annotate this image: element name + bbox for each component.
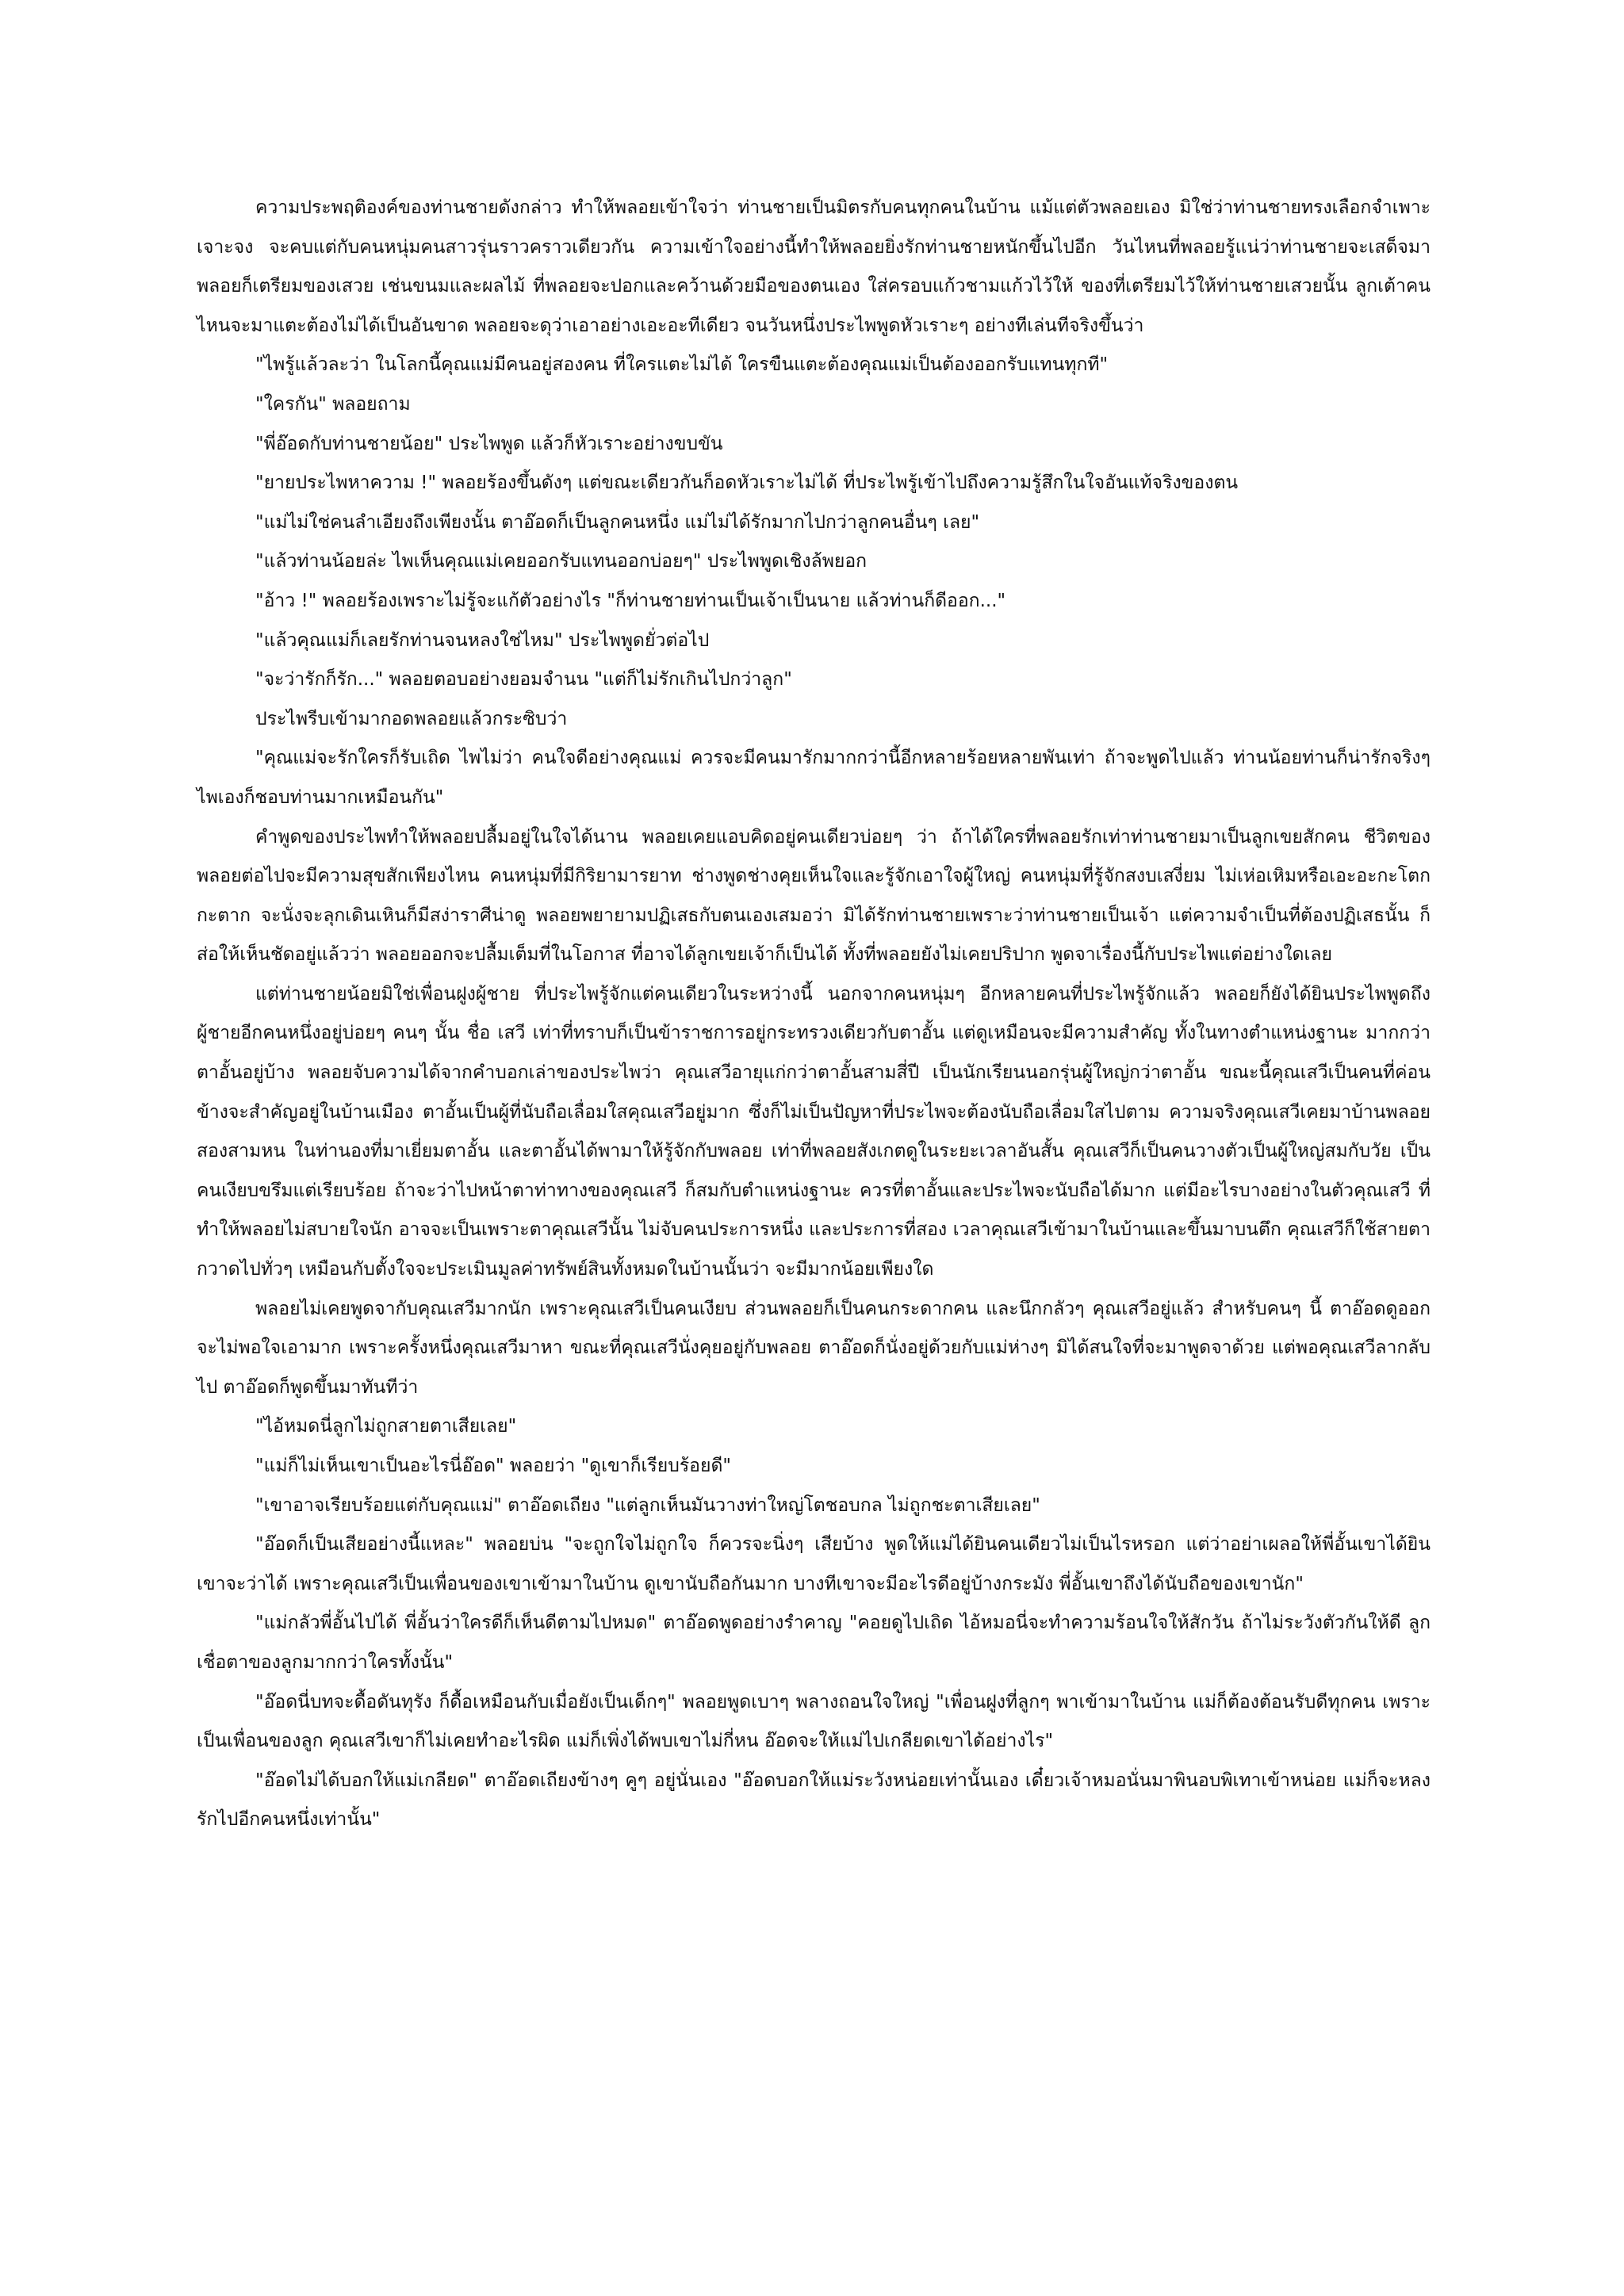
paragraph-6: "แม่ไม่ใช่คนลำเอียงถึงเพียงนั้น ตาอ๊อดก็เป็นลูกคนหนึ่ง แม่ไม่ได้รักมากไปกว่าลูกคนอื่นๆ เลย" [255, 511, 980, 533]
paragraph-8: "อ้าว !" พลอยร้องเพราะไม่รู้จะแก้ตัวอย่างไร "ก็ท่านชายท่านเป็นเจ้าเป็นนาย แล้วท่านก็ดีออก..." [255, 590, 1006, 611]
paragraph-12: "คุณแม่จะรักใครก็รับเถิด ไพไม่ว่า คนใจดีอย่างคุณแม่ ควรจะมีคนมารักมากกว่านี้อีกหลายร้อยหลายพันเท่า ถ้าจะพูดไปแล้ว ท่านน้อยท่านก็น่ารักจริงๆ ไพเองก็ชอบท่านมากเหมือนกัน" [197, 748, 1431, 808]
document-body [197, 189, 1431, 1840]
paragraph-13: คำพูดของประไพทำให้พลอยปลื้มอยู่ในใจได้นาน พลอยเคยแอบคิดอยู่คนเดียวบ่อยๆ ว่า ถ้าได้ใครที่พลอยรักเท่าท่านชายมาเป็นลูกเขยสักคน ชีวิตของพลอยต่อไปจะมีความสุขสักเพียงไหน คนหนุ่มที่มีกิริยามารยาท ช่างพูดช่างคุยเห็นใจและรู้จักเอาใจผู้ใหญ่ คนหนุ่มที่รู้จักสงบเสงี่ยม ไม่เห่อเหิมหรือเอะอะกะโตกกะตาก จะนั่งจะลุกเดินเหินก็มีสง่าราศีน่าดู พลอยพยายามปฏิเสธกับตนเองเสมอว่า มิได้รักท่านชายเพราะว่าท่านชายเป็นเจ้า แต่ความจำเป็นที่ต้องปฏิเสธนั้น ก็ส่อให้เห็นชัดอยู่แล้วว่า พลอยออกจะปลื้มเต็มที่ในโอกาส ที่อาจได้ลูกเขยเจ้าก็เป็นได้ ทั้งที่พลอยยังไม่เคยปริปาก พูดจาเรื่องนี้กับประไพแต่อย่างใดเลย [197, 826, 1431, 966]
paragraph-14: แต่ท่านชายน้อยมิใช่เพื่อนฝูงผู้ชาย ที่ประไพรู้จักแต่คนเดียวในระหว่างนี้ นอกจากคนหนุ่มๆ อีกหลายคนที่ประไพรู้จักแล้ว พลอยก็ยังได้ยินประไพพูดถึงผู้ชายอีกคนหนึ่งอยู่บ่อยๆ คนๆ นั้น ชื่อ เสวี เท่าที่ทราบก็เป็นข้าราชการอยู่กระทรวงเดียวกับตาอั้น แต่ดูเหมือนจะมีความสำคัญ ทั้งในทางตำแหน่งฐานะ มากกว่าตาอั้นอยู่บ้าง พลอยจับความได้จากคำบอกเล่าของประไพว่า คุณเสวีอายุแก่กว่าตาอั้นสามสี่ปี เป็นนักเรียนนอกรุ่นผู้ใหญ่กว่าตาอั้น ขณะนี้คุณเสวีเป็นคนที่ค่อนข้างจะสำคัญอยู่ในบ้านเมือง ตาอั้นเป็นผู้ที่นับถือเลื่อมใสคุณเสวีอยู่มาก ซึ่งก็ไม่เป็นปัญหาที่ประไพจะต้องนับถือเลื่อมใสไปตาม ความจริงคุณเสวีเคยมาบ้านพลอยสองสามหน ในท่านองที่มาเยี่ยมตาอั้น และตาอั้นได้พามาให้รู้จักกับพลอย เท่าที่พลอยสังเกตดูในระยะเวลาอันสั้น คุณเสวีก็เป็นคนวางตัวเป็นผู้ใหญ่สมกับวัย เป็นคนเงียบขรึมแต่เรียบร้อย ถ้าจะว่าไปหน้าตาท่าทางของคุณเสวี ก็สมกับตำแหน่งฐานะ ควรที่ตาอั้นและประไพจะนับถือได้มาก แต่มีอะไรบางอย่างในตัวคุณเสวี ที่ทำให้พลอยไม่สบายใจนัก อาจจะเป็นเพราะตาคุณเสวีนั้น ไม่จับคนประการหนึ่ง และประการที่สอง เวลาคุณเสวีเข้ามาในบ้านและขึ้นมาบนตึก คุณเสวีก็ใช้สายตากวาดไปทั่วๆ เหมือนกับตั้งใจจะประเมินมูลค่าทรัพย์สินทั้งหมดในบ้านนั้นว่า จะมีมากน้อยเพียงใด [197, 983, 1431, 1280]
paragraph-22: "อ๊อดไม่ได้บอกให้แม่เกลียด" ตาอ๊อดเถียงข้างๆ คูๆ อยู่นั่นเอง "อ๊อดบอกให้แม่ระวังหน่อยเท่านั้นเอง เดี๋ยวเจ้าหมอนั่นมาพินอบพิเทาเข้าหน่อย แม่ก็จะหลงรักไปอีกคนหนึ่งเท่านั้น" [197, 1770, 1431, 1831]
paragraph-18: "เขาอาจเรียบร้อยแต่กับคุณแม่" ตาอ๊อดเถียง "แต่ลูกเห็นมันวางท่าใหญ่โตชอบกล ไม่ถูกชะตาเสียเลย" [255, 1494, 1040, 1516]
paragraph-15: พลอยไม่เคยพูดจากับคุณเสวีมากนัก เพราะคุณเสวีเป็นคนเงียบ ส่วนพลอยก็เป็นคนกระดากคน และนึกกลัวๆ คุณเสวีอยู่แล้ว สำหรับคนๆ นี้ ตาอ๊อดดูออกจะไม่พอใจเอามาก เพราะครั้งหนึ่งคุณเสวีมาหา ขณะที่คุณเสวีนั่งคุยอยู่กับพลอย ตาอ๊อดก็นั่งอยู่ด้วยกับแม่ห่างๆ มิได้สนใจที่จะมาพูดจาด้วย แต่พอคุณเสวีลากลับไป ตาอ๊อดก็พูดขึ้นมาทันทีว่า [197, 1298, 1431, 1398]
paragraph-10: "จะว่ารักก็รัก..." พลอยตอบอย่างยอมจำนน "แต่ก็ไม่รักเกินไปกว่าลูก" [255, 669, 792, 691]
paragraph-7: "แล้วท่านน้อยล่ะ ไพเห็นคุณแม่เคยออกรับแทนออกบ่อยๆ" ประไพพูดเชิงล้พยอก [255, 551, 868, 572]
paragraph-3: "ใครกัน" พลอยถาม [255, 393, 411, 415]
paragraph-2: "ไพรู้แล้วละว่า ในโลกนี้คุณแม่มีคนอยู่สองคน ที่ใครแตะไม่ได้ ใครขืนแตะต้องคุณแม่เป็นต้องออกรับแทนทุกที" [255, 354, 1109, 376]
paragraph-17: "แม่ก็ไม่เห็นเขาเป็นอะไรนี่อ๊อด" พลอยว่า "ดูเขาก็เรียบร้อยดี" [255, 1456, 731, 1476]
paragraph-1: ความประพฤติองค์ของท่านชายดังกล่าว ทำให้พลอยเข้าใจว่า ท่านชายเป็นมิตรกับคนทุกคนในบ้าน แม้แต่ตัวพลอยเอง มิใช่ว่าท่านชายทรงเลือกจำเพาะเจาะจง จะคบแต่กับคนหนุ่มคนสาวรุ่นราวคราวเดียวกัน ความเข้าใจอย่างนี้ทำให้พลอยยิ่งรักท่านชายหนักขึ้นไปอีก วันไหนที่พลอยรู้แน่ว่าท่านชายจะเสด็จมา พลอยก็เตรียมของเสวย เช่นขนมและผลไม้ ที่พลอยจะปอกและคว้านด้วยมือของตนเอง ใส่ครอบแก้วชามแก้วไว้ให้ ของที่เตรียมไว้ให้ท่านชายเสวยนั้น ลูกเต้าคนไหนจะมาแตะต้องไม่ได้เป็นอันขาด พลอยจะดุว่าเอาอย่างเอะอะทีเดียว จนวันหนึ่งประไพพูดหัวเราะๆ อย่างทีเล่นทีจริงขึ้นว่า [197, 197, 1431, 336]
paragraph-20: "แม่กลัวพี่อั้นไปได้ พี่อั้นว่าใครดีก็เห็นดีตามไปหมด" ตาอ๊อดพูดอย่างรำคาญ "คอยดูไปเถิด ไอ้หมอนี่จะทำความร้อนใจให้สักวัน ถ้าไม่ระวังตัวกันให้ดี ลูกเชื่อตาของลูกมากกว่าใครทั้งนั้น" [197, 1613, 1431, 1673]
paragraph-19: "อ๊อดก็เป็นเสียอย่างนี้แหละ" พลอยบ่น "จะถูกใจไม่ถูกใจ ก็ควรจะนิ่งๆ เสียบ้าง พูดให้แม่ได้ยินคนเดียวไม่เป็นไรหรอก แต่ว่าอย่าเผลอให้พี่อั้นเขาได้ยิน เขาจะว่าได้ เพราะคุณเสวีเป็นเพื่อนของเขาเข้ามาในบ้าน ดูเขานับถือกันมาก บางทีเขาจะมีอะไรดีอยู่บ้างกระมัง พี่อั้นเขาถึงได้นับถือของเขานัก" [197, 1534, 1431, 1594]
paragraph-16: "ไอ้หมดนี่ลูกไม่ถูกสายตาเสียเลย" [255, 1416, 517, 1437]
paragraph-21: "อ๊อดนี่บทจะดื้อดันทุรัง ก็ดื้อเหมือนกับเมื่อยังเป็นเด็กๆ" พลอยพูดเบาๆ พลางถอนใจใหญ่ "เพื่อนฝูงที่ลูกๆ พาเข้ามาในบ้าน แม่ก็ต้องต้อนรับดีทุกคน เพราะเป็นเพื่อนของลูก คุณเสวีเขาก็ไม่เคยทำอะไรผิด แม่ก็เพิ่งได้พบเขาไม่กี่หน อ๊อดจะให้แม่ไปเกลียดเขาได้อย่างไร" [197, 1691, 1431, 1752]
paragraph-5: "ยายประไพหาความ !" พลอยร้องขึ้นดังๆ แต่ขณะเดียวกันก็อดหัวเราะไม่ได้ ที่ประไพรู้เข้าไปถึงความรู้สึกในใจอันแท้จริงของตน [255, 473, 1239, 494]
paragraph-9: "แล้วคุณแม่ก็เลยรักท่านจนหลงใช่ไหม" ประไพพูดยั่วต่อไป [255, 629, 710, 651]
paragraph-4: "พี่อ๊อดกับท่านชายน้อย" ประไพพูด แล้วก็หัวเราะอย่างขบขัน [255, 433, 723, 454]
paragraph-11: ประไพรีบเข้ามากอดพลอยแล้วกระซิบว่า [255, 708, 568, 729]
